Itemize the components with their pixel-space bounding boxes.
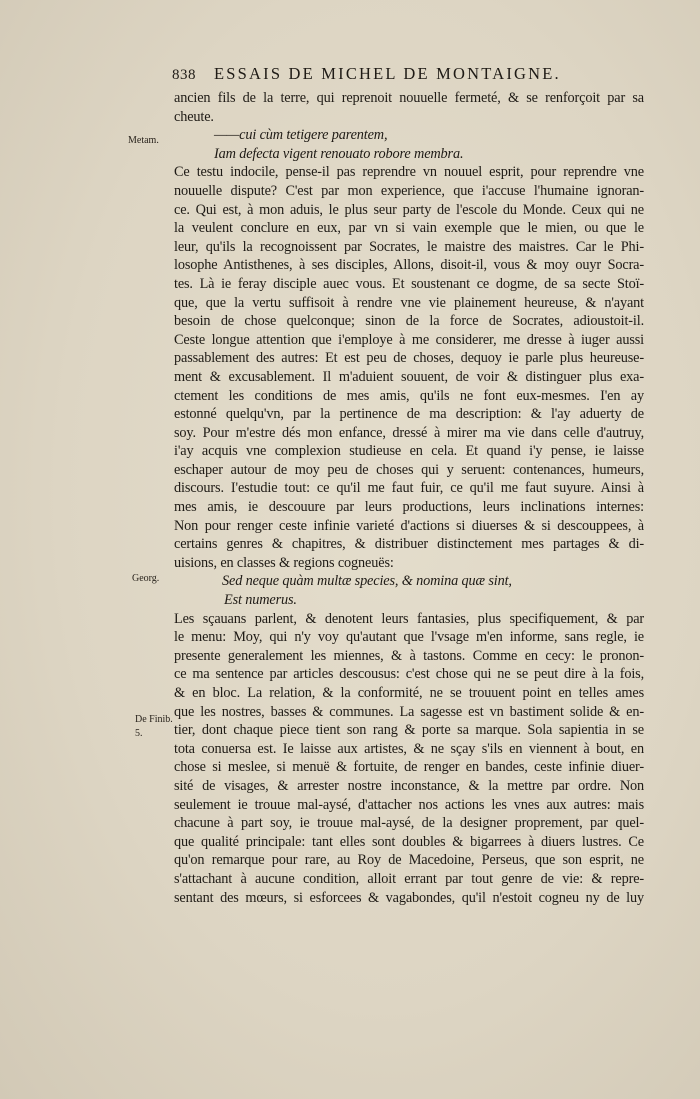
body-text [174,89,644,979]
page-number: 838 [172,67,196,83]
text-line: certains genres & chapitres, & distribuer distinctement mes partages & di- [174,536,644,553]
verse-line: Est numerus. [224,592,297,609]
text-line: ce. Qui est, à mon aduis, le plus seur party de l'escole du Monde. Ceux qui ne [174,201,644,218]
verse-line: Iam defecta vigent renouato robore membra. [214,145,464,162]
page-header [172,64,632,84]
margin-note-metam: Metam. [128,135,159,146]
running-title: ESSAIS DE MICHEL DE MONTAIGNE. [214,64,561,83]
text-line: tier, dont chaque piece tient son rang & porte sa marque. Sola sapientia in se [174,722,644,739]
text-line: estonné quelqu'vn, par la pertinence de ma description: & l'ay aduerty de [174,406,644,423]
text-line: i'ay acquis vne complexion studieuse en cela. Et quand i'y pense, ie laisse [174,443,644,460]
margin-note-de-finib-num: 5. [135,728,143,739]
text-line: mes amis, ie descouure par leurs productions, leurs inclinations internes: [174,499,644,516]
text-line: losophe Antisthenes, à ses disciples, Allons, disoit-il, vous & moy ouyr Socra- [174,257,644,274]
text-line: ctement les conditions de mes amis, qu'ils ne font eux-mesmes. I'en ay [174,387,644,404]
text-line: que, que la vertu suffisoit à rendre vne vie plainement heureuse, & n'ayant [174,294,644,311]
text-line: soy. Pour m'estre dés mon enfance, dressé à mirer ma vie dans celle d'autruy, [174,424,644,441]
margin-note-de-finib: De Finib. [135,714,173,725]
text-line: Les sçauans parlent, & denotent leurs fantasies, plus specifiquement, & par [174,610,644,627]
text-line: passablement des autres: Et est peu de choses, dequoy ie parle plus heureuse- [174,350,644,367]
text-line: tes. Là ie feray disciple auec vous. Et soustenant ce dogme, de sa secte Stoï- [174,275,644,292]
text-line: Ceste longue attention que i'employe à me considerer, me dresse à iuger aussi [174,331,644,348]
text-line: ment & excusablement. Il m'aduient souuent, de voir & distinguer plus exa- [174,368,644,385]
text-line: uisions, en classes & regions cogneuës: [174,554,394,571]
margin-note-georg: Georg. [132,573,160,584]
text-line: cheute. [174,108,214,125]
text-line: nouuelle dispute? C'est par mon experience, que i'accuse l'humaine ignoran- [174,182,644,199]
text-line: qu'on remarque pour rare, au Roy de Macedoine, Perseus, que son esprit, ne [174,852,644,869]
text-line: besoin de chose quelconque; sinon de la force de Socrates, adioustoit-il. [174,313,644,330]
text-line: leur, qu'ils la recognoissent par Socrates, le maistre des maistres. Car le Phi- [174,238,644,255]
text-line: que les nostres, basses & communes. La sagesse est vn bastiment solide & en- [174,703,644,720]
text-line: chacune à part soy, ie trouue mal-aysé, de la designer proprement, par quel- [174,815,644,832]
text-line: Non pour renger ceste infinie varieté d'actions si diuerses & si descouppees, à [174,517,644,534]
text-line: sité de visages, & arrester nostre inconstance, & la mettre par ordre. Non [174,777,644,794]
text-line: chose si meslee, si menuë & fortuite, de renger en bandes, ceste infinie diuer- [174,759,644,776]
text-line: Ce testu indocile, pense-il pas reprendre vn nouuel esprit, pour reprendre vne [174,164,644,181]
text-line: le menu: Moy, qui n'y voy qu'autant que l'vsage m'en informe, sans regle, ie [174,629,644,646]
verse-line: Sed neque quàm multæ species, & nomina quæ sint, [222,573,512,590]
text-line: & en bloc. La relation, & la conformité, ne se trouuent point en telles ames [174,685,644,701]
text-line: que qualité principale: tant elles sont doubles & bigarrees à diuers lustres. Ce [174,833,644,850]
text-line: ancien fils de la terre, qui reprenoit nouuelle fermeté, & se renforçoit par sa [174,90,644,106]
text-line: s'attachant à aucune condition, alloit errant par tout genre de vie: & repre- [174,870,644,887]
text-line: la veulent conclure en eux, par vn si vain exemple que le mien, ou que le [174,220,644,237]
text-line: eschaper autour de moy peu de choses qui y seruent: contenances, humeurs, [174,461,644,478]
text-line: discours. I'estudie tout: ce qu'il me faut fuir, ce qu'il me faut suyure. Ainsi à [174,480,644,497]
text-line: tota conuersa est. Ie laisse aux artistes, & ne sçay s'ils en viennent à bout, en [174,740,644,757]
verse-line: ——cui cùm tetigere parentem, [214,127,388,144]
text-line: presente generalement les miennes, & à tastons. Comme en cecy: le pronon- [174,647,644,664]
text-line: ce ma sentence par articles descousus: c'est chose qui ne se peut dire à la fois, [174,666,644,683]
text-line: seulement ie trouue mal-aysé, d'attacher nos actions les vnes aux autres: mais [174,796,644,813]
text-line: sentant des mœurs, si esforcees & vagabondes, qu'il n'estoit cogneu ny de luy [174,889,644,906]
